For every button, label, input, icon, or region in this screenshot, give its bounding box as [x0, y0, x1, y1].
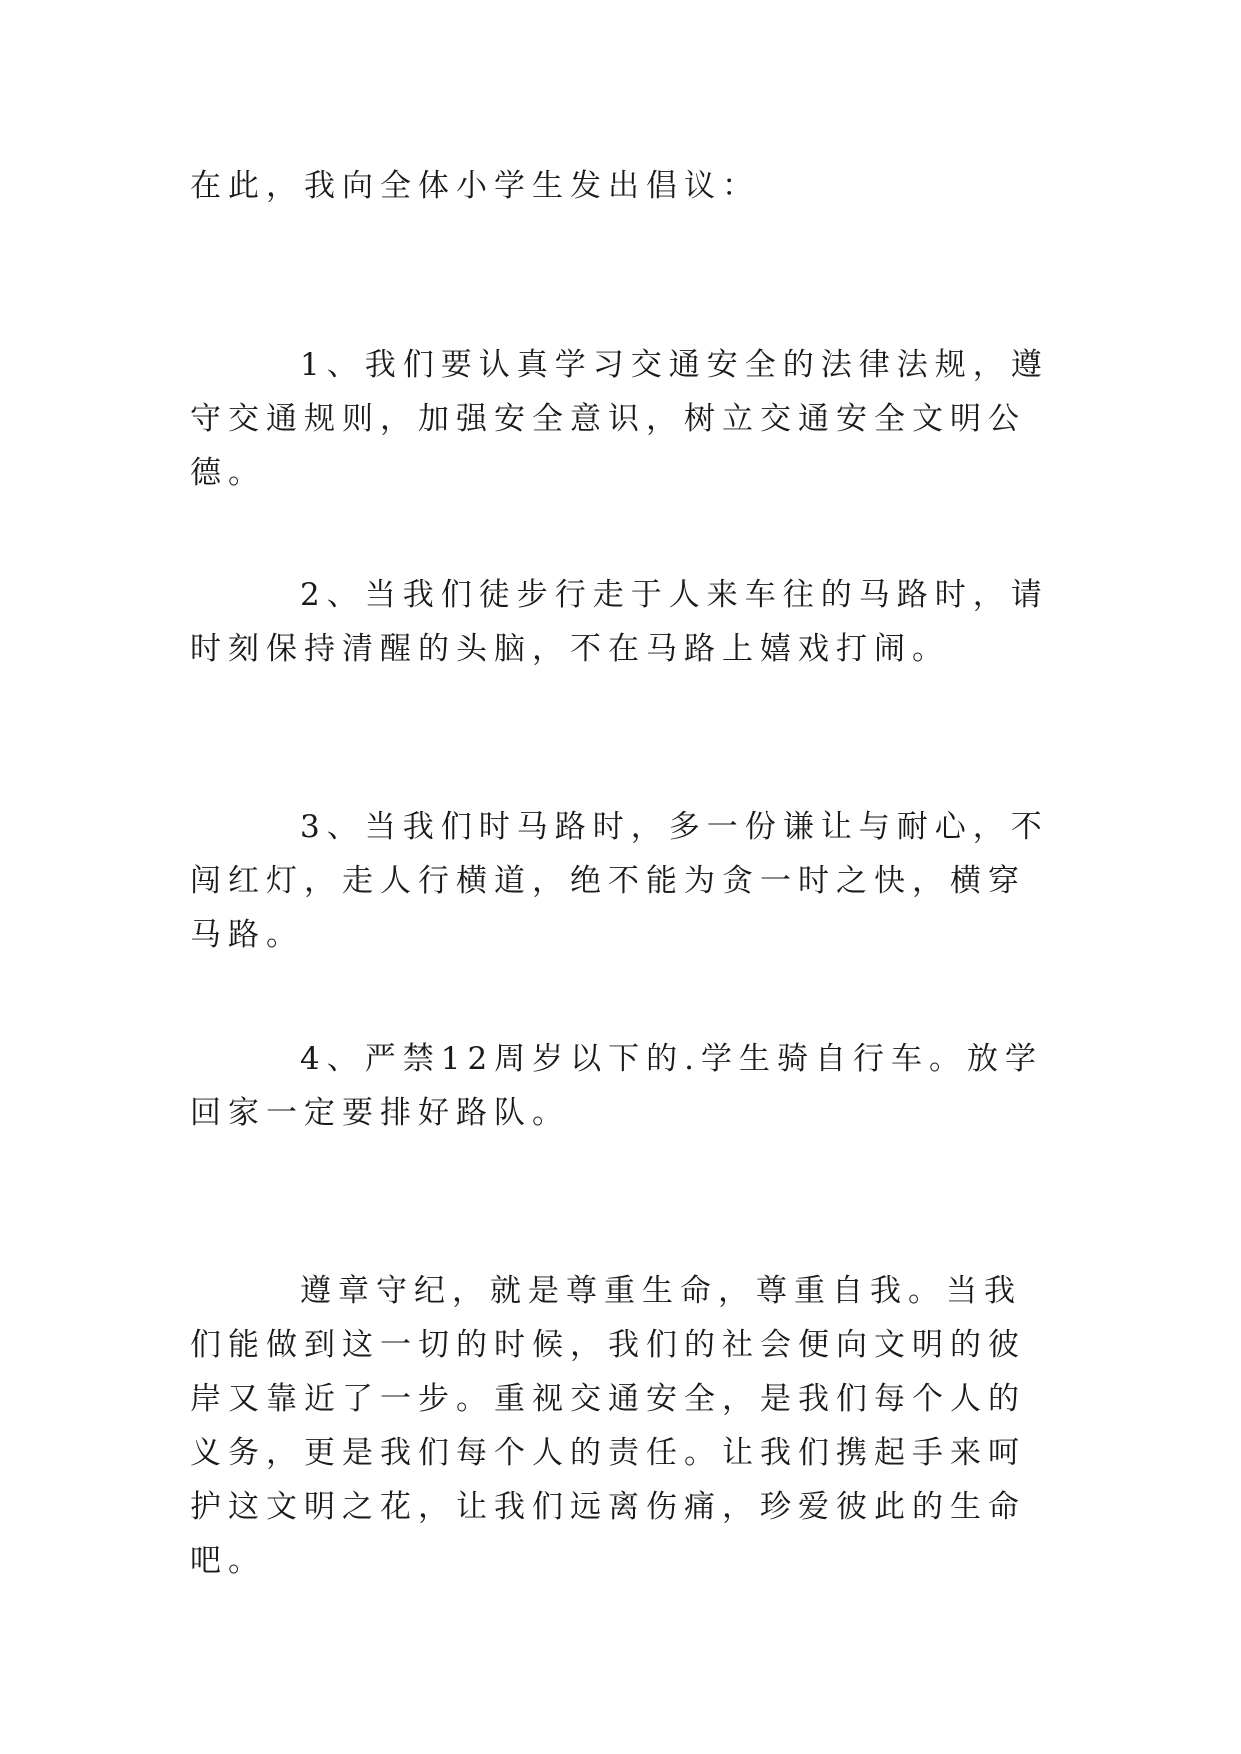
proposal-item-3: 3、当我们时马路时，多一份谦让与耐心，不闯红灯，走人行横道，绝不能为贪一时之快，横穿马路。: [190, 809, 1049, 953]
proposal-item-2: 2、当我们徒步行走于人来车往的马路时，请时刻保持清醒的头脑，不在马路上嬉戏打闹。: [190, 577, 1049, 667]
closing-paragraph: 遵章守纪，就是尊重生命，尊重自我。当我们能做到这一切的时候，我们的社会便向文明的彼岸又靠近了一步。重视交通安全，是我们每个人的义务，更是我们每个人的责任。让我们携起手来呵护这文明之花，让我们远离伤痛，珍爱彼此的生命吧。: [190, 1273, 1026, 1579]
intro-paragraph: 在此，我向全体小学生发出倡议：: [190, 168, 760, 204]
proposal-item-1: 1、我们要认真学习交通安全的法律法规，遵守交通规则，加强安全意识，树立交通安全文明公德。: [190, 347, 1049, 491]
proposal-item-4: 4、严禁12周岁以下的.学生骑自行车。放学回家一定要排好路队。: [190, 1041, 1044, 1131]
